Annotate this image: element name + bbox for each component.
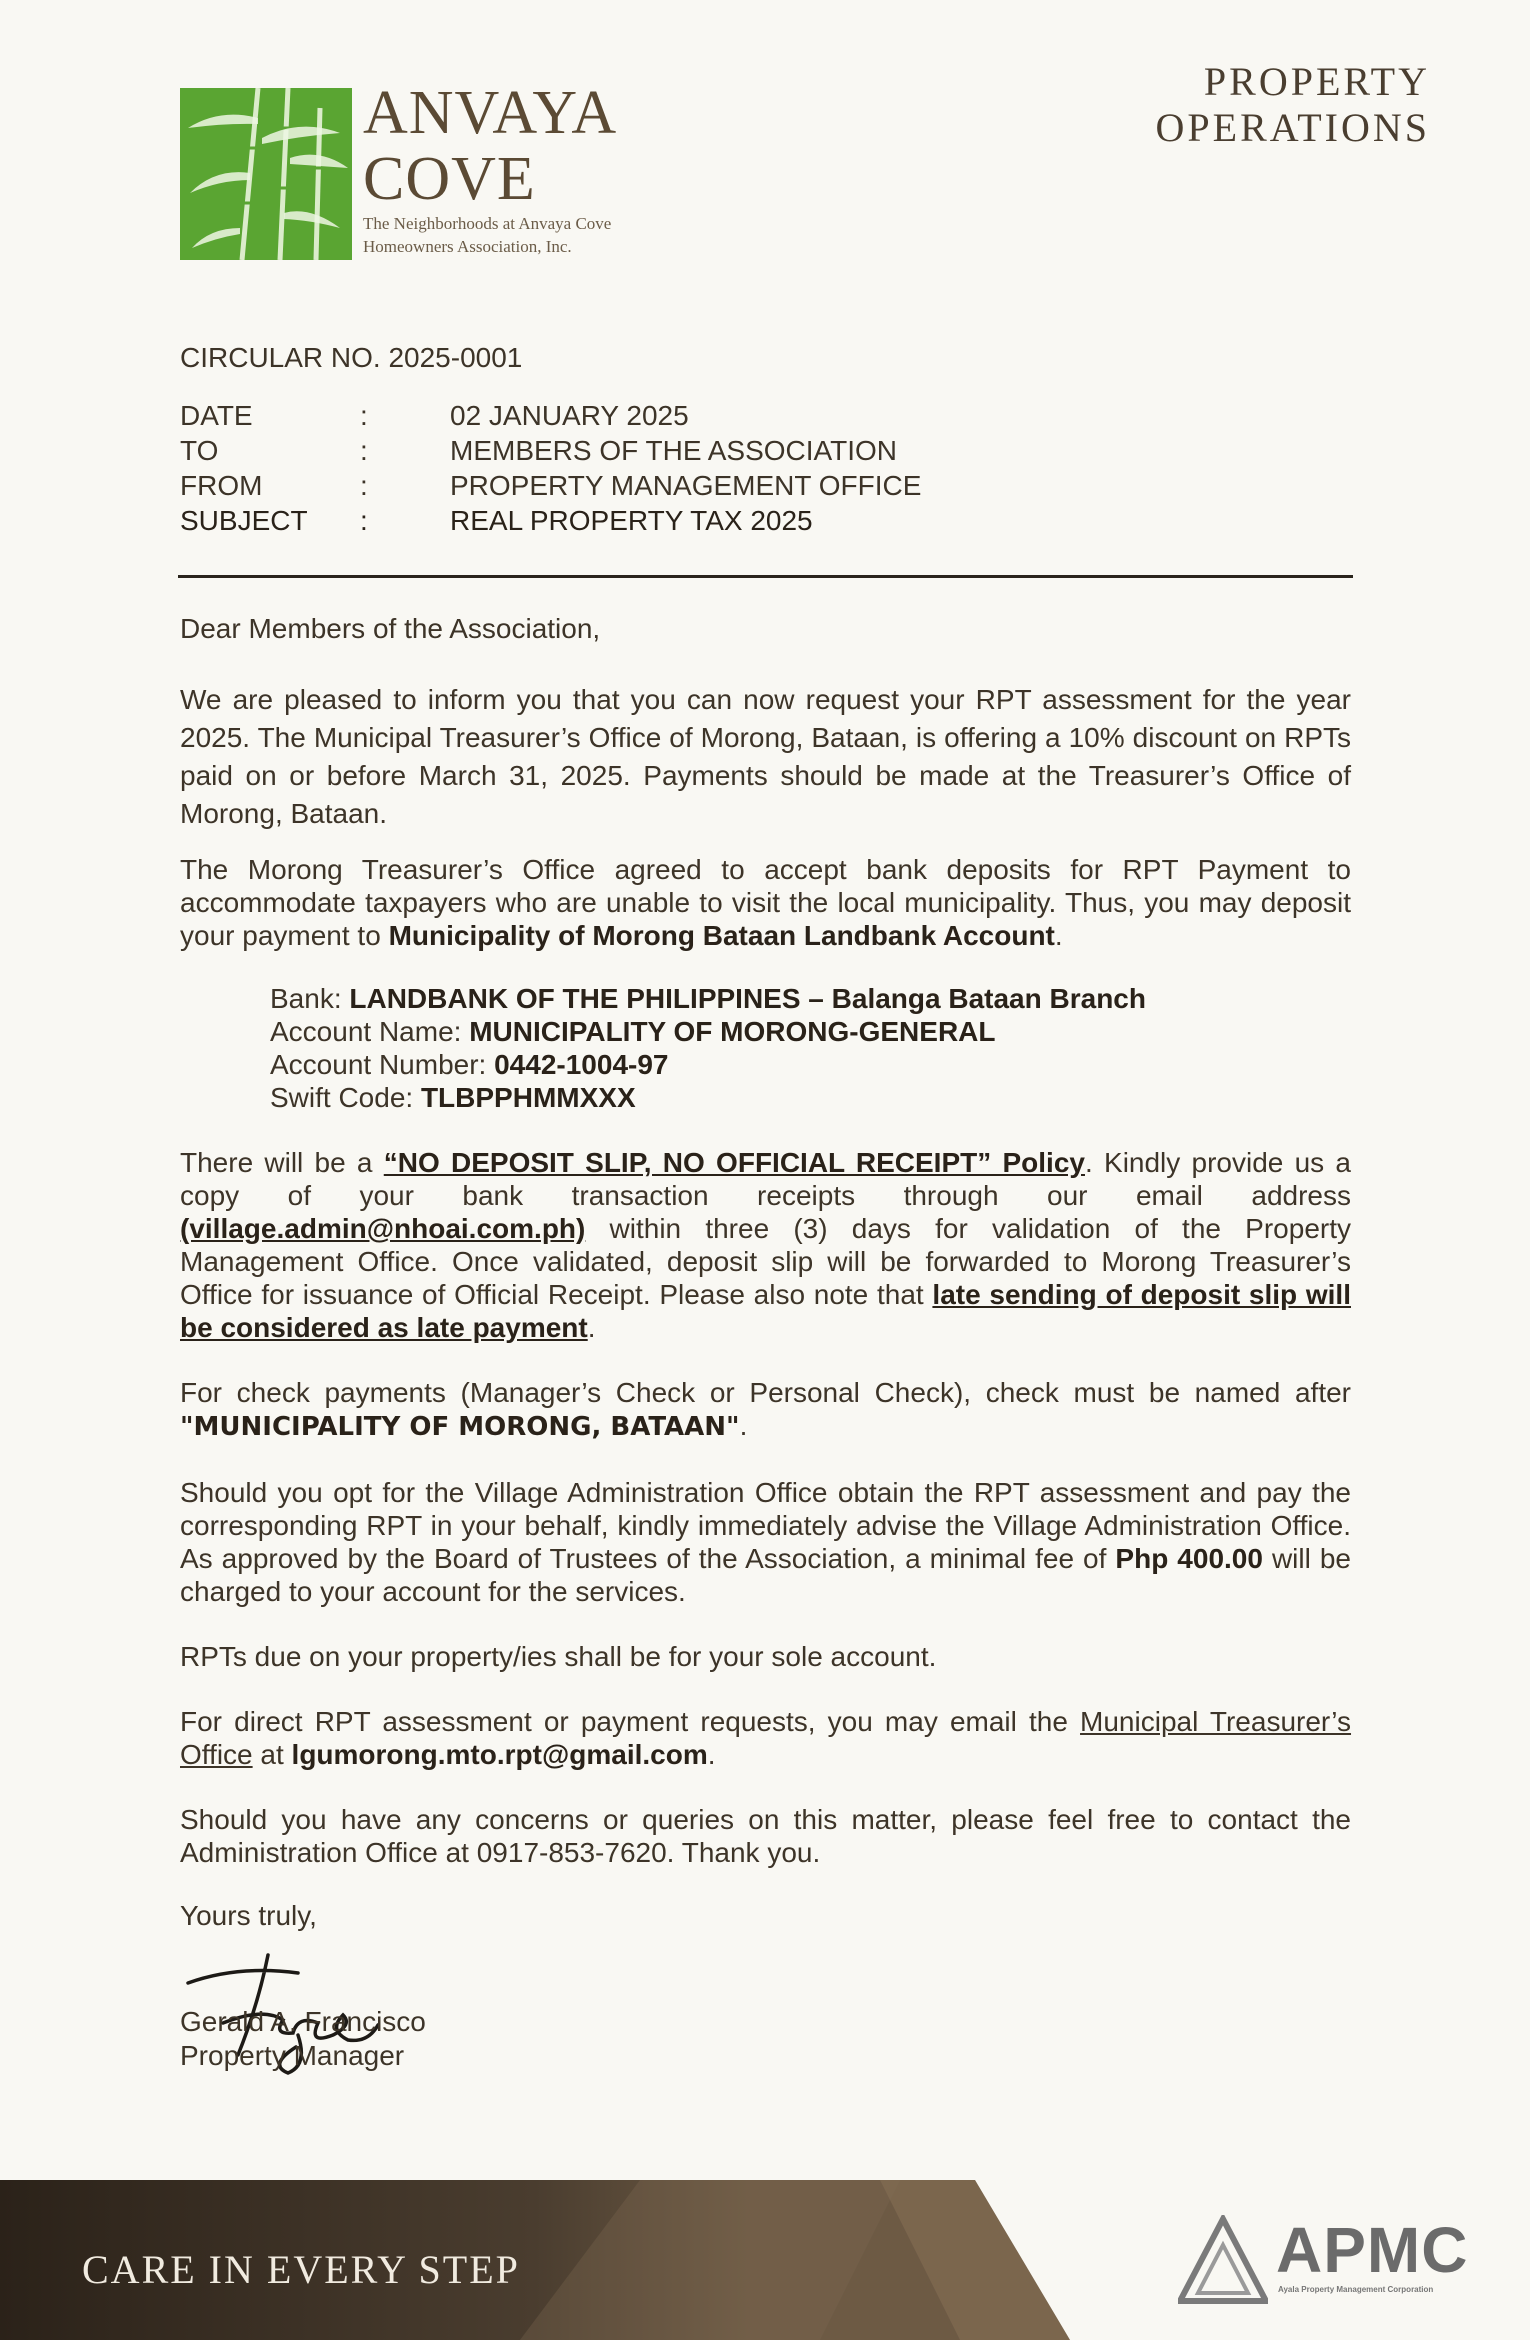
treasurer-office-link[interactable]: Municipal Treasurer’s Office <box>180 1706 1352 1770</box>
swift-code-value: TLBPPHMMXXX <box>420 1082 636 1113</box>
text-span: at <box>252 1739 292 1770</box>
account-name-line <box>270 1015 1351 1048</box>
text-span: within three (3) days for validation of the Property Management Office. Once validated, deposit slip will be forwarded to Morong Treasurer’s Office for issuance of Official Receipt. Please also note that <box>180 1213 1351 1310</box>
memo-value: REAL PROPERTY TAX 2025 <box>450 505 813 536</box>
treasurer-email[interactable]: lgumorong.mto.rpt@gmail.com <box>291 1739 708 1770</box>
company-logo-text: APMC <box>1276 2214 1469 2286</box>
swift-code-label: Swift Code: <box>270 1082 421 1113</box>
paragraph-direct-requests <box>180 1705 1351 1771</box>
circular-number: CIRCULAR NO. 2025-0001 <box>180 342 523 373</box>
email-link[interactable]: (village.admin@nhoai.com.ph) <box>180 1213 586 1244</box>
paragraph-sole-account: RPTs due on your property/ies shall be for your sole account. <box>180 1641 937 1672</box>
memo-label: FROM <box>180 470 263 501</box>
memo-label: TO <box>180 435 219 466</box>
paragraph-rpt-assessment: We are pleased to inform you that you can now request your RPT assessment for the year 2025. The Municipal Treasurer’s Office of Morong, Bataan, is offering a 10% discount on RPTs paid on or before March 31, 2025. Payments should be made at the Treasurer’s Office of Morong, Bataan. <box>180 684 1351 829</box>
account-number-line <box>270 1048 1351 1081</box>
text-span: . Kindly provide us a copy of your bank transaction receipts through our email address <box>180 1147 1351 1211</box>
text-span: . <box>707 1739 716 1770</box>
account-number-value: 0442-1004-97 <box>494 1049 669 1080</box>
account-highlight: Municipality of Morong Bataan Landbank Account <box>388 920 1055 951</box>
memo-label: SUBJECT <box>180 505 308 536</box>
brand-name-line2: COVE <box>363 145 536 213</box>
paragraph-bank-deposit <box>180 853 1351 952</box>
brand-tagline-2: Homeowners Association, Inc. <box>363 237 572 256</box>
closing: Yours truly, <box>180 1900 317 1931</box>
account-number-label: Account Number: <box>270 1049 495 1080</box>
salutation: Dear Members of the Association, <box>180 613 601 644</box>
text-span: will be charged to your account for the services. <box>180 1543 1351 1607</box>
memo-colon: : <box>360 505 368 536</box>
text-span: For direct RPT assessment or payment requests, you may email the <box>180 1706 1081 1737</box>
memo-colon: : <box>360 400 368 431</box>
memo-value: PROPERTY MANAGEMENT OFFICE <box>450 470 922 501</box>
paragraph-deposit-slip-policy <box>180 1146 1351 1344</box>
brand-tagline-1: The Neighborhoods at Anvaya Cove <box>363 214 612 233</box>
memo-colon: : <box>360 470 368 501</box>
text-span: For check payments (Manager’s Check or Personal Check), check must be named after <box>180 1377 1351 1408</box>
late-payment-note: late sending of deposit slip will be considered as late payment <box>180 1279 1351 1343</box>
bamboo-logo-icon <box>180 88 352 260</box>
paragraph-check-payments <box>180 1376 1351 1444</box>
text-span: . <box>587 1312 596 1343</box>
memo-value: 02 JANUARY 2025 <box>450 400 689 431</box>
bank-line <box>270 982 1351 1015</box>
department-title-line1: PROPERTY <box>1203 59 1430 104</box>
letter-body <box>180 612 1351 1869</box>
text-span: The Morong Treasurer’s Office agreed to accept bank deposits for RPT Payment to accommodate taxpayers who are unable to visit the local municipality. Thus, you may deposit your payment to <box>180 854 1351 951</box>
bank-value: LANDBANK OF THE PHILIPPINES – Balanga Bataan Branch <box>349 983 1146 1014</box>
memo-colon: : <box>360 435 368 466</box>
signer-name: Gerald A. Francisco <box>180 2006 426 2037</box>
bank-label: Bank: <box>270 983 350 1014</box>
text-span: . <box>739 1410 748 1441</box>
company-full-name: Ayala Property Management Corporation <box>1278 2285 1434 2294</box>
text-span: There will be a <box>180 1147 384 1178</box>
signer-title: Property Manager <box>180 2040 405 2071</box>
paragraph-village-admin-service <box>180 1476 1351 1608</box>
brand-name-line1: ANVAYA <box>363 79 618 147</box>
account-name-label: Account Name: <box>270 1016 470 1047</box>
department-title-line2: OPERATIONS <box>1155 105 1430 150</box>
footer-slogan: CARE IN EVERY STEP <box>82 2247 520 2292</box>
service-fee: Php 400.00 <box>1115 1543 1263 1574</box>
memo-label: DATE <box>180 400 253 431</box>
memo-value: MEMBERS OF THE ASSOCIATION <box>450 435 898 466</box>
text-span: . <box>1054 920 1063 951</box>
apmc-triangle-logo-icon <box>1178 2215 1268 2305</box>
paragraph-contact: Should you have any concerns or queries on this matter, please feel free to contact the Administration Office at 0917-853-7620. Thank you. <box>180 1804 1351 1868</box>
payee-name: "MUNICIPALITY OF MORONG, BATAAN" <box>180 1412 740 1442</box>
policy-highlight: “NO DEPOSIT SLIP, NO OFFICIAL RECEIPT” Policy <box>383 1147 1085 1178</box>
swift-code-line <box>270 1081 1351 1114</box>
account-name-value: MUNICIPALITY OF MORONG-GENERAL <box>469 1016 996 1047</box>
header-divider <box>178 575 1353 578</box>
text-span: Should you opt for the Village Administration Office obtain the RPT assessment and pay the corresponding RPT in your behalf, kindly immediately advise the Village Administration Office. As approved by the Board of Trustees of the Association, a minimal fee of <box>180 1477 1351 1574</box>
